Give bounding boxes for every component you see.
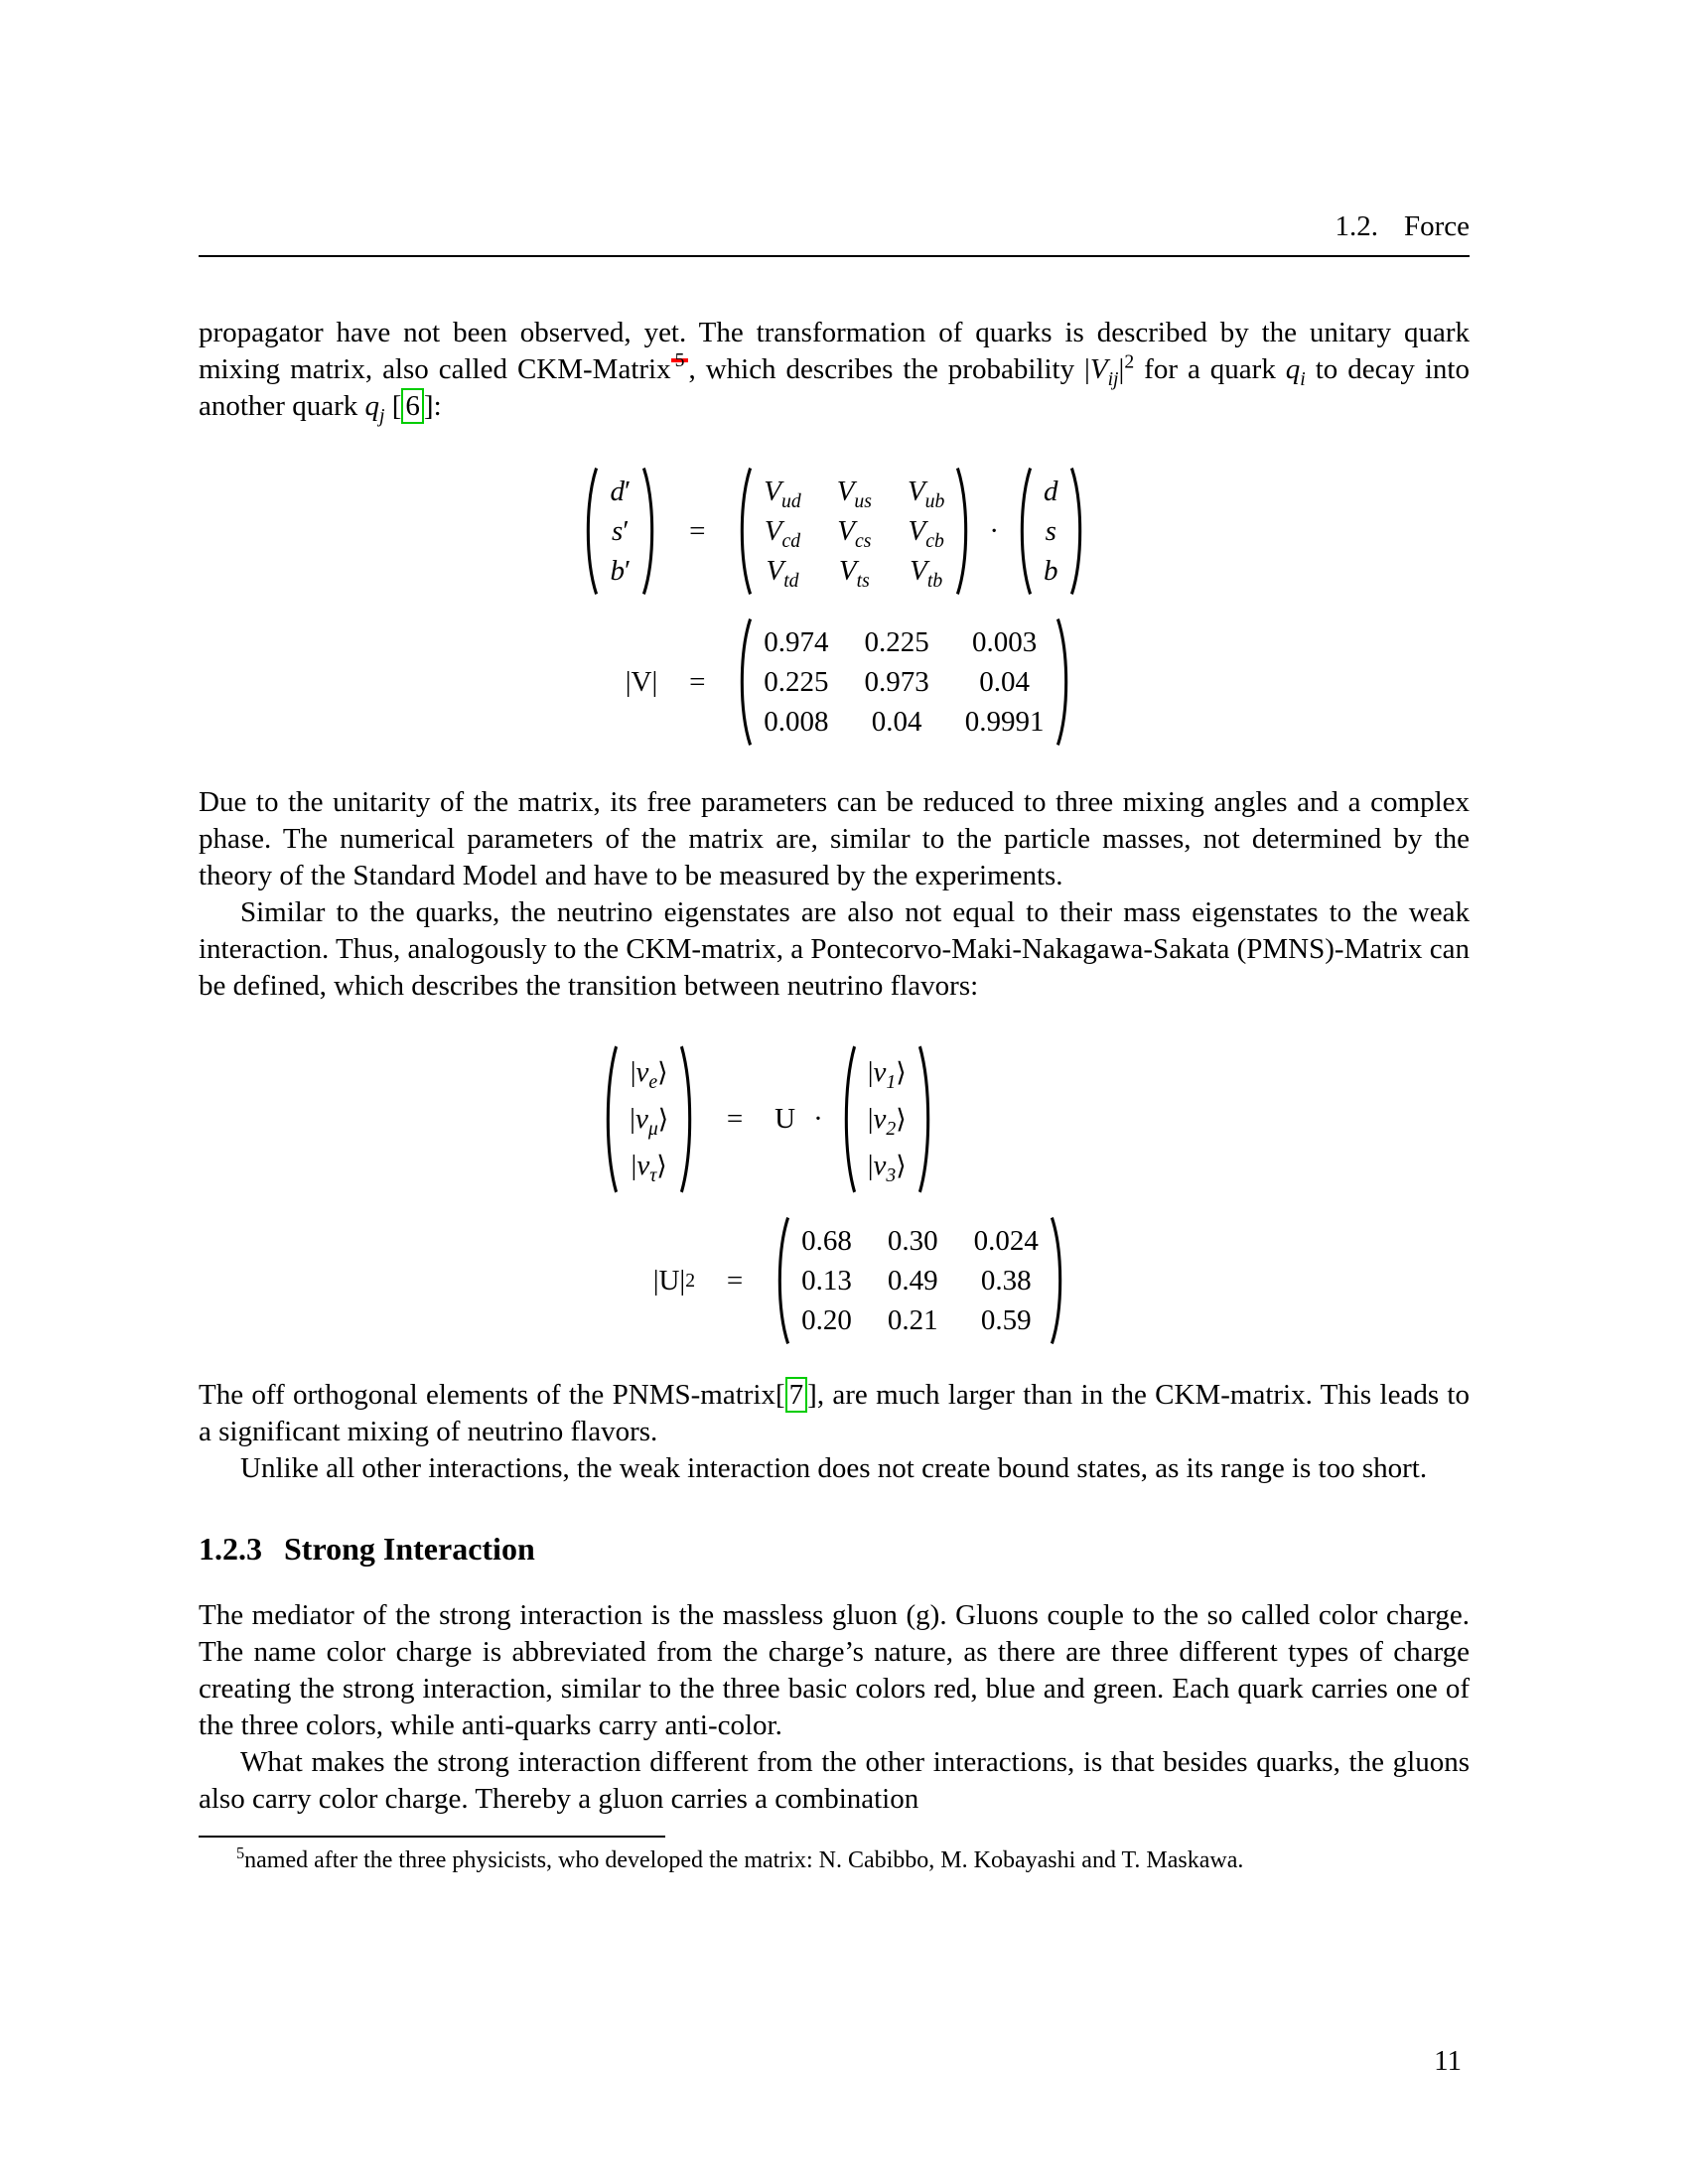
math-subscript: ud [781, 489, 801, 512]
math-symbol: V [838, 555, 857, 587]
paragraph-gluon-color: What makes the strong interaction different from the other interactions, is that besides quarks, the gluons also carry color charge. Thereby a gluon carries a combination [199, 1746, 1470, 1815]
right-parenthesis-icon [1068, 465, 1085, 598]
math-symbol: ν [873, 1056, 887, 1088]
ket-rangle: ⟩ [896, 1057, 907, 1088]
math-subscript: cd [781, 529, 801, 552]
matrix-cell [764, 472, 800, 511]
matrix-cell: 0.024 [973, 1225, 1039, 1257]
math-subscript: 3 [886, 1163, 897, 1186]
math-symbol: V [837, 515, 855, 547]
paragraph-weak-bound-states: Unlike all other interactions, the weak interaction does not create bound states, as its range is too short. [240, 1452, 1428, 1484]
matrix-cells [858, 1042, 916, 1196]
section-title: Strong Interaction [284, 1531, 535, 1567]
math-symbol: V [910, 555, 927, 587]
equals-sign: = [689, 514, 706, 547]
v-magnitude-label: |V| [625, 665, 658, 698]
section-heading [199, 1531, 1470, 1568]
ket-rangle: ⟩ [896, 1151, 907, 1181]
u-values-matrix [774, 1214, 1065, 1347]
math-subscript: 1 [886, 1070, 897, 1093]
matrix-cell [1046, 511, 1056, 551]
math-symbol: ν [636, 1150, 650, 1181]
label-text: |U| [652, 1264, 686, 1297]
page-number: 11 [1434, 2045, 1462, 2077]
left-parenthesis-icon [841, 1042, 858, 1196]
math-symbol: ν [634, 1103, 648, 1135]
matrix-cell: 0.21 [887, 1304, 938, 1336]
matrix-cell: 0.20 [801, 1304, 852, 1336]
v-values-matrix [737, 615, 1070, 749]
matrix-cell: 0.30 [887, 1225, 938, 1257]
right-parenthesis-icon [954, 465, 971, 598]
v-magnitude-rhs [737, 615, 1070, 749]
footnote-marker: 5 [236, 1843, 245, 1862]
matrix-cell: 0.9991 [964, 706, 1045, 738]
right-parenthesis-icon [916, 1042, 933, 1196]
matrix-cells [754, 615, 1054, 749]
math-symbol: ν [635, 1056, 649, 1088]
pmns-lhs-vector [603, 1042, 695, 1196]
text-segment: The off orthogonal elements of the PNMS-matrix [199, 1379, 775, 1411]
text-segment: [ [384, 390, 402, 422]
text-segment: ] [807, 1379, 817, 1411]
matrix-cell [766, 551, 798, 591]
math-subscript: 2 [886, 1117, 897, 1140]
u-magnitude-label: |U| 2 [652, 1264, 696, 1297]
left-parenthesis-icon [603, 1042, 620, 1196]
matrix-cell: 0.13 [801, 1265, 852, 1297]
page-header [199, 210, 1470, 257]
header-section-number: 1.2. [1335, 210, 1378, 242]
ckm-rhs [737, 465, 1084, 598]
paragraph-pnms-elements [199, 1377, 1470, 1450]
math-symbol: V [836, 476, 855, 507]
matrix-cell [1044, 472, 1058, 511]
math-subscript: td [783, 569, 799, 592]
paragraph-unitarity: Due to the unitarity of the matrix, its free parameters can be reduced to three mixing angles and a complex phase. The numerical parameters of the matrix are, similar to the particle masses, not determined by the theory of the Standard Model and have to be measured by the experiments. [199, 786, 1470, 891]
math-subscript: τ [649, 1163, 657, 1186]
pmns-equations [199, 1042, 1470, 1347]
matrix-cell: 0.49 [887, 1265, 938, 1297]
ckm-lhs-vector [583, 465, 657, 598]
math-symbol: ν [873, 1150, 887, 1181]
prime-mark: ′ [623, 515, 630, 547]
left-parenthesis-icon [737, 465, 754, 598]
header-section-title: Force [1403, 210, 1470, 242]
citation-7-link[interactable]: 7 [785, 1377, 808, 1413]
math-sub-i: i [1300, 367, 1306, 390]
ket-rangle: ⟩ [896, 1104, 907, 1135]
math-symbol: ν [873, 1103, 887, 1135]
ckm-v-matrix [737, 465, 971, 598]
matrix-cell [610, 551, 631, 591]
matrix-cell [868, 1143, 907, 1189]
text-segment: for a quark [1134, 353, 1286, 385]
left-parenthesis-icon [1017, 465, 1034, 598]
right-parenthesis-icon [1055, 615, 1071, 749]
math-symbol: V [908, 515, 926, 547]
flavor-ket-vector [603, 1042, 695, 1196]
math-subscript: tb [926, 569, 943, 592]
matrix-cell: 0.04 [871, 706, 922, 738]
ket-rangle: ⟩ [656, 1151, 667, 1181]
math-q: q [364, 390, 379, 422]
matrix-cell [632, 1143, 667, 1189]
quark-vector [1017, 465, 1085, 598]
math-subscript: μ [647, 1117, 658, 1140]
text-segment: | [1118, 353, 1125, 385]
matrix-cell [908, 472, 944, 511]
matrix-cell: 0.38 [980, 1265, 1032, 1297]
u-matrix-symbol: U [774, 1103, 796, 1135]
math-sup-2: 2 [1124, 350, 1135, 373]
text-segment: ] [423, 390, 434, 422]
ket-bar: | [630, 1103, 635, 1135]
left-parenthesis-icon [737, 615, 754, 749]
matrix-cell: 0.04 [979, 666, 1031, 698]
matrix-cell [910, 551, 942, 591]
footnote-rule [199, 1836, 665, 1838]
ket-rangle: ⟩ [657, 1057, 668, 1088]
math-subscript: cb [925, 529, 944, 552]
math-symbol: s [1045, 515, 1056, 547]
text-segment: propagator have not been observed, yet. The transformation of quarks is described by the unitary quark mixing matrix, also called CKM-Matrix [199, 317, 1470, 385]
math-subscript: cs [854, 529, 872, 552]
matrix-cell [868, 1049, 907, 1096]
math-symbol: V [766, 555, 784, 587]
footnote [199, 1845, 1470, 1876]
math-subscript: ts [856, 569, 870, 592]
matrix-cell [909, 511, 944, 551]
ket-bar: | [631, 1150, 637, 1181]
matrix-cell [868, 1096, 907, 1143]
matrix-cell: 0.225 [864, 626, 929, 658]
ket-bar: | [630, 1056, 636, 1088]
math-subscript: e [648, 1070, 658, 1093]
matrix-cell [837, 472, 872, 511]
math-symbol: V [907, 476, 925, 507]
matrix-cells [754, 465, 954, 598]
left-parenthesis-icon [583, 465, 600, 598]
matrix-cell: 0.003 [972, 626, 1038, 658]
matrix-cell [631, 1049, 668, 1096]
matrix-cell: 0.68 [801, 1225, 852, 1257]
ket-bar: | [867, 1103, 874, 1135]
equals-sign: = [689, 665, 706, 698]
math-symbol: d [1044, 476, 1058, 507]
math-sub-j: j [379, 404, 385, 427]
paragraph-gluon: The mediator of the strong interaction is the massless gluon (g). Gluons couple to the so called color charge. The name color charge is abbreviated from the charge’s nature, as there are three different types of charge creating the strong interaction, similar to the three basic colors red, blue and green. Each quark carries one of the three colors, while anti-quarks carry anti-color. [199, 1599, 1470, 1741]
math-sub-ij: ij [1107, 367, 1119, 390]
matrix-cell: 0.973 [864, 666, 929, 698]
equals-sign: = [726, 1264, 744, 1297]
text-segment: , are much larger than in the CKM-matrix. This leads to a significant mixing of neutrino flavors. [199, 1379, 1470, 1447]
math-symbol: b [610, 555, 625, 587]
matrix [583, 465, 657, 598]
matrix-cell [837, 511, 871, 551]
pmns-rhs [774, 1042, 933, 1196]
paragraph-neutrino: Similar to the quarks, the neutrino eigenstates are also not equal to their mass eigenstates to the weak interaction. Thus, analogously to the CKM-matrix, a Pontecorvo-Maki-Nakagawa-Sakata (PMNS)-Matrix can be defined, which describes the transition between neutrino flavors: [199, 896, 1470, 1002]
matrix-cells [1034, 465, 1068, 598]
math-symbol: s [612, 515, 624, 547]
matrix-cell [765, 511, 800, 551]
u-magnitude-rhs [774, 1214, 1065, 1347]
matrix-cell [1044, 551, 1058, 591]
mass-ket-vector [841, 1042, 933, 1196]
matrix-cell: 0.008 [764, 706, 829, 738]
right-parenthesis-icon [1049, 1214, 1065, 1347]
matrix-cell [839, 551, 870, 591]
footnote-5-link[interactable]: 5 [671, 358, 689, 362]
matrix-cell: 0.974 [764, 626, 829, 658]
dot-operator: · [813, 1103, 823, 1135]
math-q: q [1285, 353, 1301, 385]
section-number: 1.2.3 [199, 1531, 262, 1567]
matrix-cells [620, 1042, 678, 1196]
matrix-cell: 0.59 [980, 1304, 1032, 1336]
dot-operator: · [989, 514, 1000, 547]
matrix-cell [612, 511, 630, 551]
left-parenthesis-icon [774, 1214, 791, 1347]
ket-rangle: ⟩ [657, 1104, 669, 1135]
text-segment: : [433, 390, 442, 422]
ket-bar: | [867, 1056, 874, 1088]
prime-mark: ′ [624, 476, 632, 507]
matrix-cell [630, 1096, 668, 1143]
footnote-text: named after the three physicists, who developed the matrix: N. Cabibbo, M. Kobayashi and T. Maskawa. [244, 1847, 1244, 1873]
math-symbol: V [764, 515, 782, 547]
equals-sign: = [726, 1103, 744, 1135]
matrix-cell [610, 472, 631, 511]
right-parenthesis-icon [678, 1042, 695, 1196]
right-parenthesis-icon [640, 465, 657, 598]
matrix-cell: 0.225 [764, 666, 829, 698]
citation-6-link[interactable]: 6 [401, 388, 424, 424]
math-subscript: ub [924, 489, 945, 512]
matrix-cells [791, 1214, 1049, 1347]
math-symbol: b [1044, 555, 1058, 587]
ckm-equations [199, 465, 1470, 749]
math-V: V [1089, 353, 1108, 385]
text-segment: [ [774, 1379, 785, 1411]
prime-mark: ′ [624, 555, 632, 587]
text-segment: to decay into another quark [199, 353, 1470, 422]
ket-bar: | [867, 1150, 874, 1181]
matrix-cells [600, 465, 640, 598]
paragraph-ckm-intro [199, 315, 1470, 425]
math-subscript: us [854, 489, 872, 512]
text-segment: , which describes the probability | [688, 353, 1090, 385]
math-symbol: d [610, 476, 625, 507]
math-symbol: V [764, 476, 781, 507]
